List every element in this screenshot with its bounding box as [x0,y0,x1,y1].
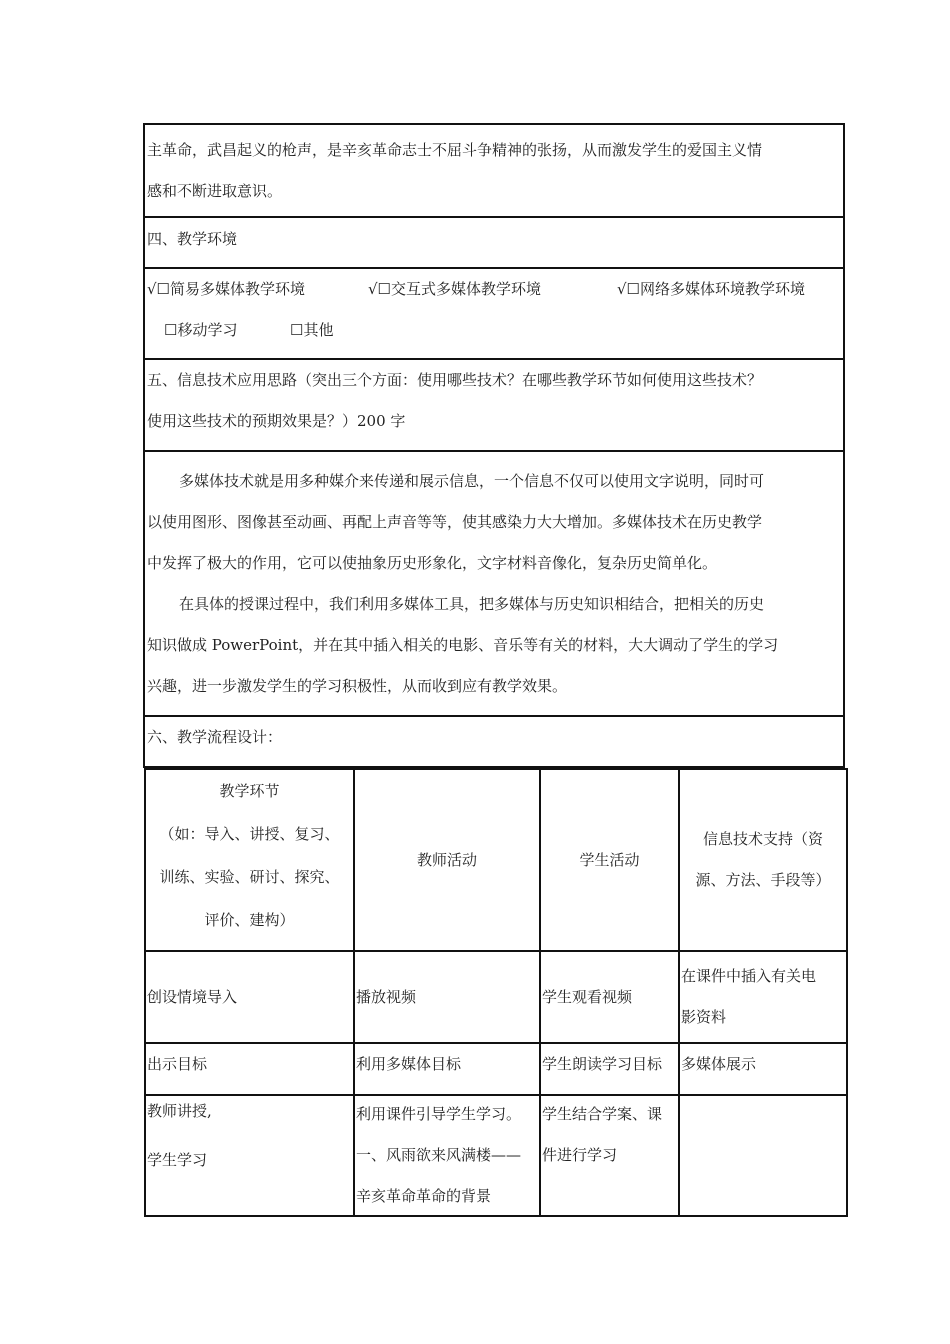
header-stage-line3: 训练、实验、研讨、探究、 [159,868,340,886]
row3-teacher [354,1095,540,1216]
row3-teacher-line1: 利用课件引导学生学习。 [356,1105,522,1123]
row1-it-line2: 影资料 [681,1008,727,1026]
row3-stage-line2: 学生学习 [147,1151,208,1169]
teaching-flow-table [144,768,848,1217]
sec5-p2-line1: 在具体的授课过程中，我们利用多媒体工具，把多媒体与历史知识相结合，把相关的历史 [179,594,765,613]
sec5-p2-line3: 兴趣，进一步激发学生的学习积极性，从而收到应有教学效果。 [147,676,568,695]
sec6-heading: 六、教学流程设计： [147,728,283,746]
row3-it-support [679,1095,847,1216]
flow-header-row [145,769,847,951]
section-6-heading-cell [144,716,844,767]
section-4-heading-cell [144,217,844,268]
env-option-other[interactable]: ☐其他 [290,321,334,339]
row3-student-line1: 学生结合学案、课 [542,1105,663,1123]
section-3-tail-cell [144,124,844,217]
header-stage-line4: 评价、建构） [204,911,295,929]
sec3-line2: 感和不断进取意识。 [147,181,283,200]
lesson-plan-table [143,123,845,1217]
header-col-stage [145,769,354,951]
sec5-heading-line2: 使用这些技术的预期效果是？）200 字 [147,412,406,430]
row2-it-support: 多媒体展示 [679,1043,847,1095]
header-stage-line2: （如：导入、讲授、复习、 [159,825,340,843]
sec5-p2-line2: 知识做成 PowerPoint，并在其中插入相关的电影、音乐等有关的材料，大大调动了学生的学习 [147,635,779,654]
header-it-line2: 源、方法、手段等） [695,871,831,889]
section-4-options-cell [144,268,844,359]
header-it-line1: 信息技术支持（资 [702,830,823,848]
section-5-heading-cell [144,359,844,451]
table-row [145,1043,847,1095]
row1-stage: 创设情境导入 [145,951,354,1043]
env-option-simple[interactable]: √☐简易多媒体教学环境 [147,280,306,298]
section-6-flow-cell [144,767,844,1217]
row1-teacher: 播放视频 [354,951,540,1043]
sec5-p1-line3: 中发挥了极大的作用，它可以使抽象历史形象化，文字材料音像化，复杂历史简单化。 [147,553,718,572]
row3-student [540,1095,679,1216]
row3-teacher-line3: 辛亥革命革命的背景 [356,1187,492,1205]
row3-student-line2: 件进行学习 [542,1146,618,1164]
sec4-heading: 四、教学环境 [147,230,238,248]
env-option-interactive[interactable]: √☐交互式多媒体教学环境 [368,280,542,298]
sec5-p1-line2: 以使用图形、图像甚至动画、再配上声音等等，使其感染力大大增加。多媒体技术在历史教学 [147,512,763,531]
sec5-p1-line1: 多媒体技术就是用多种媒介来传递和展示信息，一个信息不仅可以使用文字说明，同时可 [179,471,765,490]
env-option-network[interactable]: √☐网络多媒体环境教学环境 [617,280,806,298]
row3-teacher-line2: 一、风雨欲来风满楼—— [356,1146,522,1164]
row2-stage: 出示目标 [145,1043,354,1095]
env-options-line2 [147,310,841,351]
row1-student: 学生观看视频 [540,951,679,1043]
env-option-mobile[interactable]: ☐移动学习 [164,321,238,339]
header-col-student: 学生活动 [540,769,679,951]
env-options-line1 [147,269,841,310]
row2-student: 学生朗读学习目标 [540,1043,679,1095]
sec3-line1: 主革命，武昌起义的枪声，是辛亥革命志士不屈斗争精神的张扬，从而激发学生的爱国主义情 [147,140,763,159]
row1-it-support [679,951,847,1043]
table-row [145,1095,847,1216]
table-row [145,951,847,1043]
row2-teacher: 利用多媒体目标 [354,1043,540,1095]
header-col-teacher: 教师活动 [354,769,540,951]
header-col-it-support [679,769,847,951]
sec5-heading-line1: 五、信息技术应用思路（突出三个方面：使用哪些技术？在哪些教学环节如何使用这些技术？ [147,371,763,389]
row3-stage-line1: 教师讲授, [147,1102,212,1120]
header-stage-line1: 教学环节 [219,782,280,800]
section-5-body-cell [144,451,844,716]
row3-stage [145,1095,354,1216]
row1-it-line1: 在课件中插入有关电 [681,967,817,985]
document-page [143,123,845,1217]
